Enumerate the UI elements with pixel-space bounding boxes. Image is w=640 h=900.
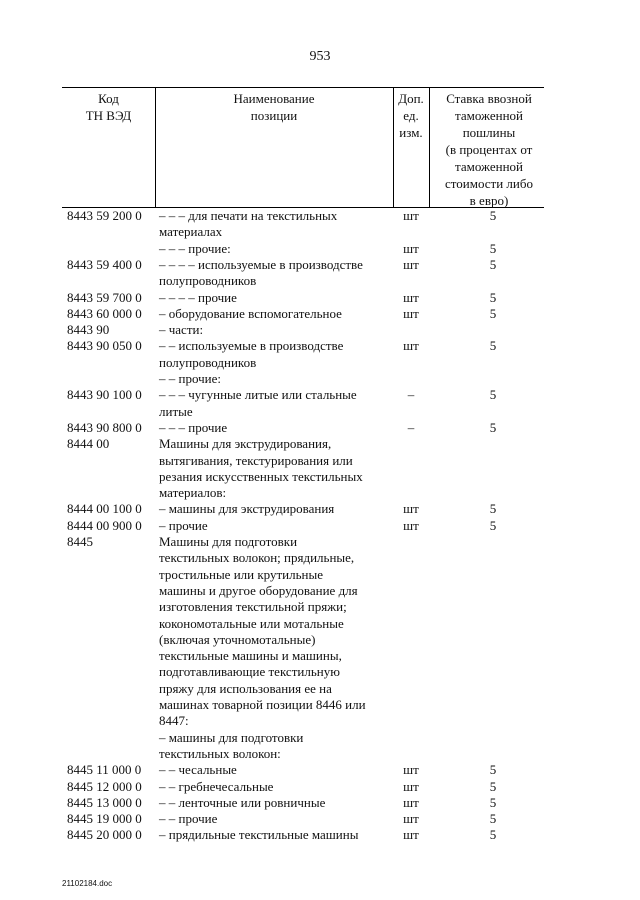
row-code: 8444 00 100 0	[67, 501, 142, 517]
table-row	[0, 616, 640, 633]
row-unit: шт	[403, 811, 419, 827]
table-row	[0, 567, 640, 584]
table-row	[0, 762, 640, 779]
row-rate: 5	[489, 517, 497, 533]
row-rate: 5	[489, 762, 497, 778]
table-row	[0, 779, 640, 796]
table-row	[0, 338, 640, 355]
header-code	[62, 90, 155, 124]
table-row	[0, 746, 640, 763]
row-code: 8444 00	[67, 436, 110, 452]
header-line: Ставка ввозной	[446, 91, 532, 106]
table-row	[0, 713, 640, 730]
table-row	[0, 811, 640, 828]
row-rate: 5	[489, 305, 497, 321]
row-rate: 5	[489, 256, 497, 272]
table-row	[0, 208, 640, 225]
row-description: кокономотальные или мотальные	[159, 615, 344, 631]
table-row	[0, 632, 640, 649]
header-rate	[429, 90, 549, 209]
row-description: текстильные машины и машины,	[159, 648, 342, 664]
row-unit: шт	[403, 240, 419, 256]
table-row	[0, 322, 640, 339]
row-description: материалов:	[159, 485, 227, 501]
row-code: 8443 59 700 0	[67, 289, 142, 305]
row-description: 8447:	[159, 713, 189, 729]
table-row	[0, 827, 640, 844]
row-code: 8444 00 900 0	[67, 517, 142, 533]
row-code: 8445 12 000 0	[67, 778, 142, 794]
row-description: – – ленточные или ровничные	[159, 794, 326, 810]
row-code: 8443 90	[67, 322, 110, 338]
row-rate: 5	[489, 387, 497, 403]
row-rate: 5	[489, 419, 497, 435]
table-row	[0, 420, 640, 437]
row-description: литые	[159, 403, 193, 419]
row-description: – – прочие	[159, 811, 218, 827]
row-rate: 5	[489, 811, 497, 827]
page-number: 953	[309, 49, 331, 64]
row-rate: 5	[489, 501, 497, 517]
table-row	[0, 241, 640, 258]
row-unit: –	[407, 387, 415, 403]
row-description: – машины для экструдирования	[159, 501, 335, 517]
row-description: машинах товарной позиции 8446 или	[159, 697, 366, 712]
table-row	[0, 730, 640, 747]
row-unit: шт	[403, 289, 419, 305]
row-unit: шт	[403, 256, 419, 272]
row-unit: шт	[403, 501, 419, 517]
row-rate: 5	[489, 778, 497, 794]
row-description: – – – для печати на текстильных	[159, 208, 338, 223]
header-line: позиции	[250, 108, 298, 123]
table-row	[0, 404, 640, 421]
header-line: таможенной	[455, 108, 523, 123]
table-row	[0, 290, 640, 307]
header-line: Наименование	[233, 91, 315, 106]
row-description: подготавливающие текстильную	[159, 664, 340, 680]
row-description: – – используемые в производстве	[159, 338, 344, 354]
row-unit: шт	[403, 827, 419, 843]
row-description: резания искусственных текстильных	[159, 468, 363, 484]
row-description: – оборудование вспомогательное	[159, 305, 342, 321]
row-description: – – – – прочие	[159, 289, 237, 305]
header-line: ед.	[403, 108, 419, 123]
table-row	[0, 387, 640, 404]
header-line: Доп.	[398, 91, 424, 106]
table-row	[0, 485, 640, 502]
header-line: в евро)	[469, 193, 509, 208]
table-row	[0, 681, 640, 698]
row-code: 8443 90 100 0	[67, 387, 142, 403]
row-description: (включая уточномотальные)	[159, 631, 316, 647]
table-row	[0, 648, 640, 665]
table-row	[0, 534, 640, 551]
table-row	[0, 583, 640, 600]
row-code: 8443 59 200 0	[67, 208, 142, 223]
row-unit: шт	[403, 778, 419, 794]
row-description: вытягивания, текстурирования или	[159, 452, 353, 468]
row-description: изготовления текстильной пряжи;	[159, 599, 347, 615]
row-rate: 5	[489, 289, 497, 305]
row-description: материалах	[159, 224, 223, 240]
row-description: – прядильные текстильные машины	[159, 827, 359, 843]
row-description: – – гребнечесальные	[159, 778, 274, 794]
table-row	[0, 436, 640, 453]
row-rate: 5	[489, 827, 497, 843]
table-row	[0, 518, 640, 535]
row-unit: шт	[403, 338, 419, 354]
row-unit: шт	[403, 762, 419, 778]
row-description: текстильных волокон:	[159, 745, 281, 761]
row-code: 8445 19 000 0	[67, 811, 142, 827]
table-row	[0, 550, 640, 567]
row-description: – машины для подготовки	[159, 729, 304, 745]
row-description: – – – чугунные литые или стальные	[159, 387, 357, 403]
row-code: 8443 90 050 0	[67, 338, 142, 354]
table-row	[0, 599, 640, 616]
header-line: пошлины	[462, 125, 516, 140]
row-code: 8445	[67, 534, 93, 549]
header-line: (в процентах от	[445, 142, 533, 157]
table-row	[0, 273, 640, 290]
header-line: ТН ВЭД	[85, 108, 132, 123]
table-row	[0, 257, 640, 274]
row-description: текстильных волокон; прядильные,	[159, 550, 355, 566]
table-row	[0, 501, 640, 518]
row-description: – – – прочие:	[159, 240, 231, 256]
table-row	[0, 371, 640, 388]
row-description: тростильные или крутильные	[159, 566, 324, 582]
row-description: – части:	[159, 322, 204, 338]
header-name	[155, 90, 393, 124]
row-code: 8443 90 800 0	[67, 419, 142, 435]
row-code: 8443 60 000 0	[67, 305, 142, 321]
footer-filename: 21102184.doc	[62, 879, 113, 888]
row-description: Машины для подготовки	[159, 534, 298, 549]
row-description: – – чесальные	[159, 762, 237, 778]
row-description: – – – – используемые в производстве	[159, 256, 363, 272]
row-code: 8445 20 000 0	[67, 827, 142, 843]
row-description: – – прочие:	[159, 371, 221, 386]
row-rate: 5	[489, 794, 497, 810]
table-row	[0, 795, 640, 812]
row-description: – – – прочие	[159, 419, 228, 435]
row-description: полупроводников	[159, 273, 257, 289]
row-code: 8445 11 000 0	[67, 762, 142, 778]
table-row	[0, 664, 640, 681]
row-code: 8445 13 000 0	[67, 794, 142, 810]
table-row	[0, 224, 640, 241]
row-description: – прочие	[159, 517, 208, 533]
header-line: таможенной	[455, 159, 523, 174]
header-line: изм.	[399, 125, 423, 140]
header-line: Код	[98, 91, 119, 106]
row-description: полупроводников	[159, 354, 257, 370]
row-description: пряжу для использования ее на	[159, 680, 332, 696]
row-rate: 5	[489, 208, 497, 223]
row-unit: шт	[403, 517, 419, 533]
row-rate: 5	[489, 240, 497, 256]
row-rate: 5	[489, 338, 497, 354]
row-unit: шт	[403, 305, 419, 321]
row-unit: шт	[403, 794, 419, 810]
table-top-rule	[62, 87, 544, 88]
table-row	[0, 306, 640, 323]
row-unit: –	[407, 419, 415, 435]
header-unit	[393, 90, 429, 141]
table-row	[0, 469, 640, 486]
row-code: 8443 59 400 0	[67, 256, 142, 272]
row-unit: шт	[403, 208, 419, 223]
header-line: стоимости либо	[444, 176, 533, 191]
table-row	[0, 453, 640, 470]
row-description: Машины для экструдирования,	[159, 436, 332, 452]
row-description: машины и другое оборудование для	[159, 582, 358, 598]
table-row	[0, 697, 640, 714]
table-row	[0, 355, 640, 372]
